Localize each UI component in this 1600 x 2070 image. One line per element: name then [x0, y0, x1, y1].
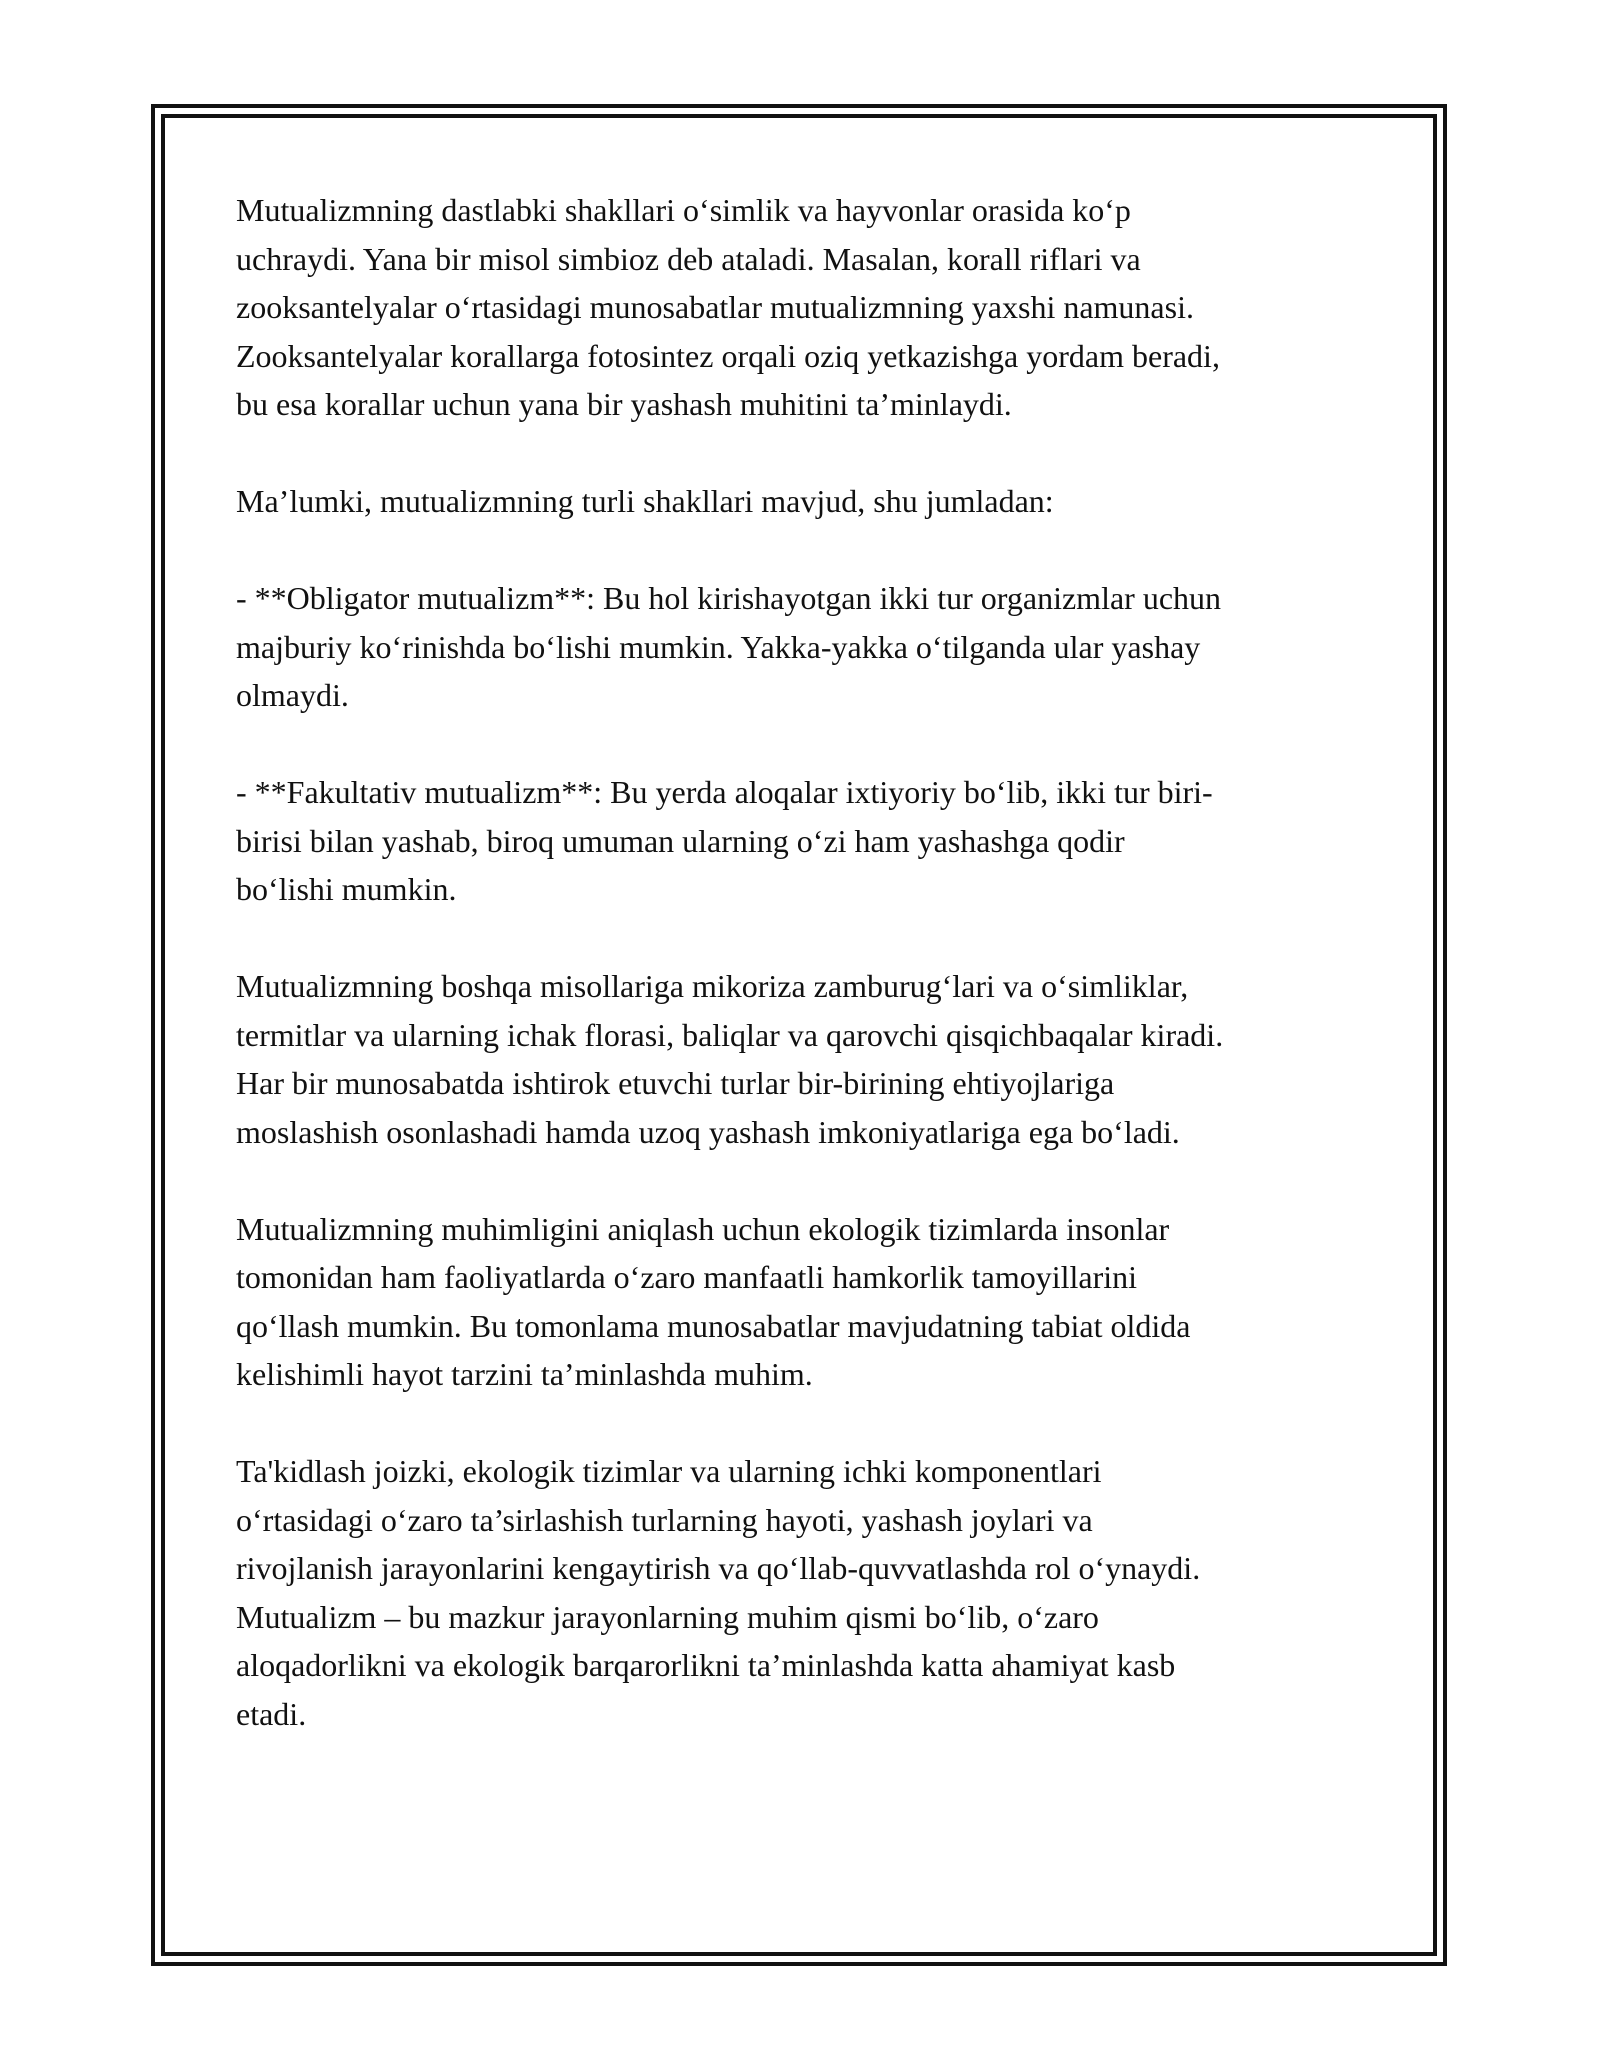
paragraph-forms-lead: Ma’lumki, mutualizmning turli shakllari mavjud, shu jumladan:: [236, 483, 1054, 519]
paragraph-conclusion: Ta'kidlash joizki, ekologik tizimlar va ularning ichki komponentlari o‘rtasidagi o‘zaro ta’sirlashish turlarning hayoti, yashash joylari va rivojlanish jarayonlarini kengaytirish va qo‘llab-quvvatlashda rol o‘ynaydi. Mutualizm – bu mazkur jarayonlarning muhim qismi bo‘lib, o‘zaro aloqadorlikni va ekologik barqarorlikni ta’minlashda katta ahamiyat kasb etadi.: [236, 1453, 1201, 1732]
list-item-obligate: - **Obligator mutualizm**: Bu hol kirishayotgan ikki tur organizmlar uchun majburiy ko‘rinishda bo‘lishi mumkin. Yakka-yakka o‘tilganda ular yashay olmaydi.: [236, 580, 1222, 713]
document-body: [236, 186, 1376, 1787]
paragraph-intro: Mutualizmning dastlabki shakllari o‘simlik va hayvonlar orasida ko‘p uchraydi. Yana bir misol simbioz deb ataladi. Masalan, korall riflari va zooksantelyalar o‘rtasidagi munosabatlar mutualizmning yaxshi namunasi. Zooksantelyalar korallarga fotosintez orqali oziq yetkazishga yordam beradi, bu esa korallar uchun yana bir yashash muhitini ta’minlaydi.: [236, 192, 1220, 422]
list-item-facultative: - **Fakultativ mutualizm**: Bu yerda aloqalar ixtiyoriy bo‘lib, ikki tur biri- birisi bilan yashab, biroq umuman ularning o‘zi ham yashashga qodir bo‘lishi mumkin.: [236, 774, 1213, 907]
paragraph-importance: Mutualizmning muhimligini aniqlash uchun ekologik tizimlarda insonlar tomonidan ham faoliyatlarda o‘zaro manfaatli hamkorlik tamoyillarini qo‘llash mumkin. Bu tomonlama munosabatlar mavjudatning tabiat oldida kelishimli hayot tarzini ta’minlashda muhim.: [236, 1210, 1191, 1392]
paragraph-examples: Mutualizmning boshqa misollariga mikoriza zamburug‘lari va o‘simliklar, termitlar va ularning ichak florasi, baliqlar va qarovchi qisqichbaqalar kiradi. Har bir munosabatda ishtirok etuvchi turlar bir-birining ehtiyojlariga moslashish osonlashadi hamda uzoq yashash imkoniyatlariga ega bo‘ladi.: [236, 968, 1224, 1150]
